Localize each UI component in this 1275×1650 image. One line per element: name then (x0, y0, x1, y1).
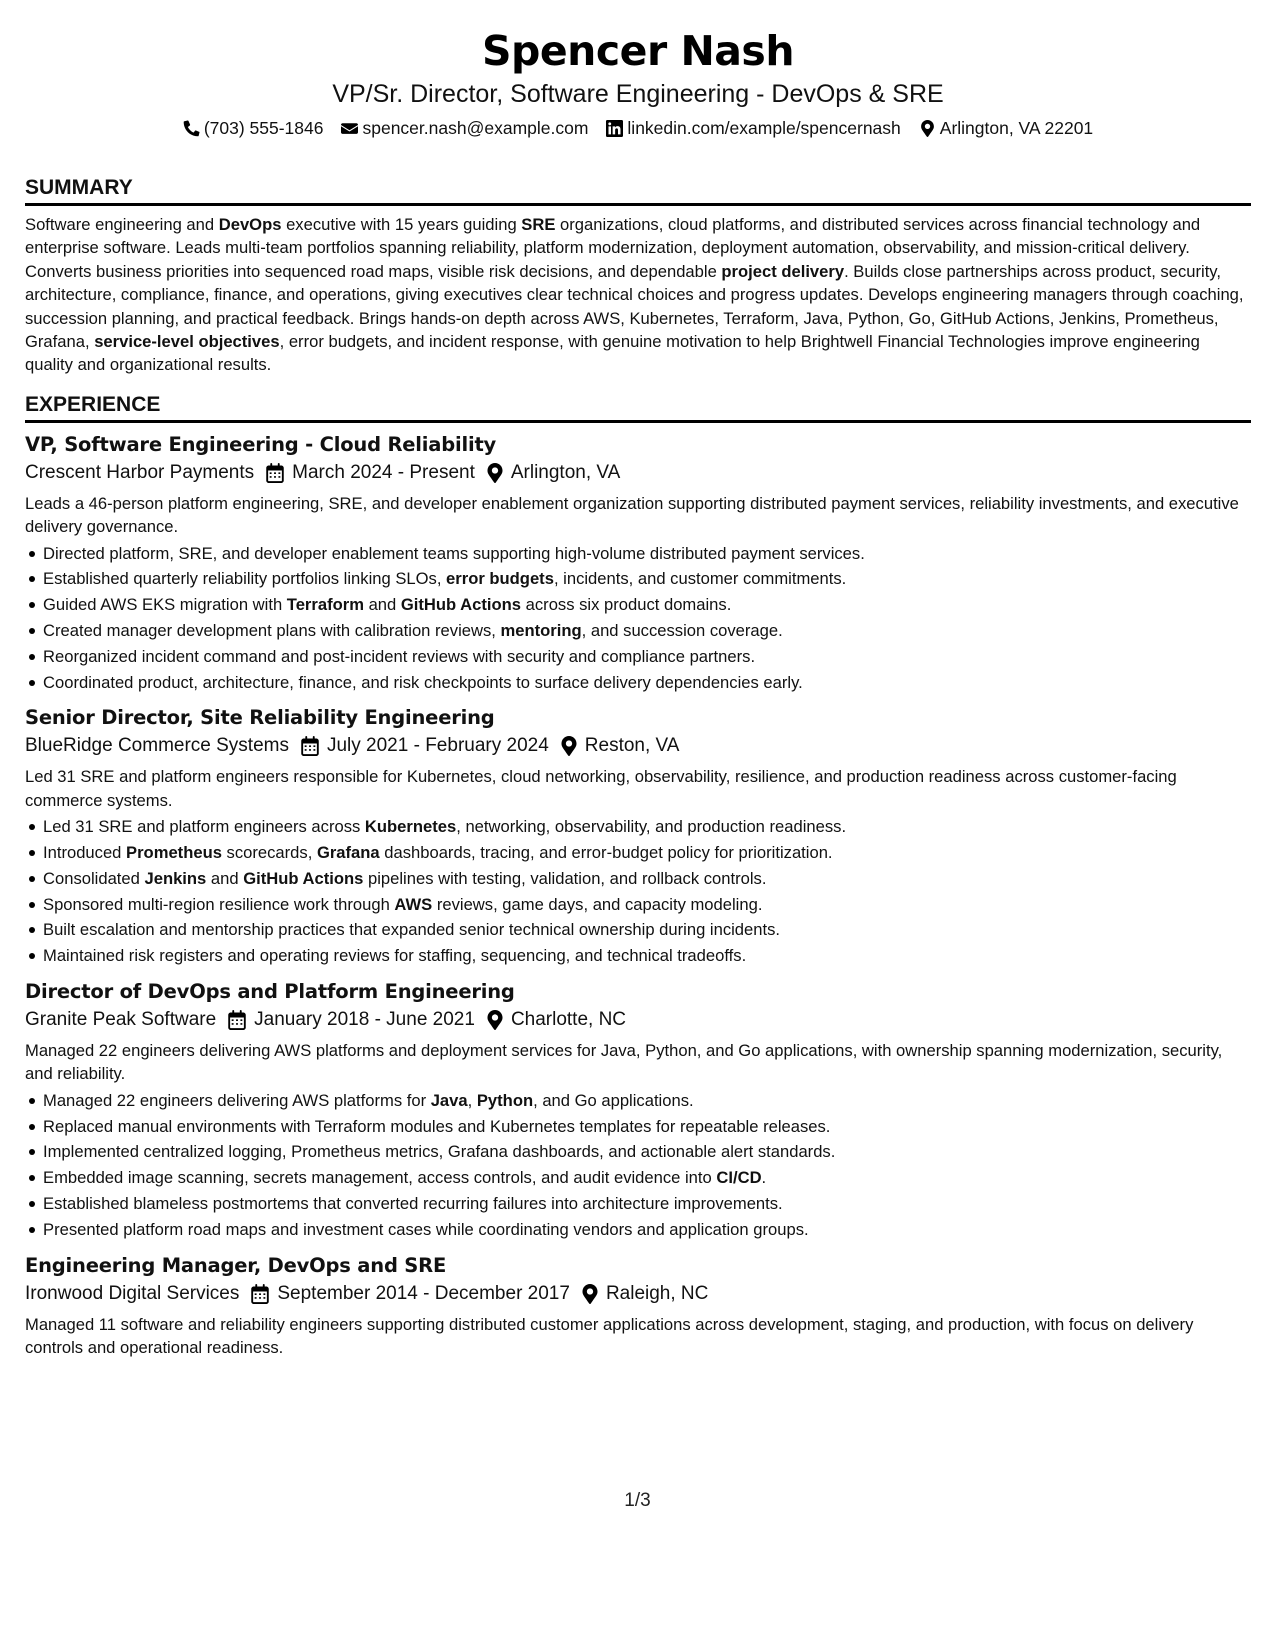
job-location: Reston, VA (584, 735, 680, 757)
text-run: , (467, 1090, 477, 1110)
text-run: Created manager development plans with calibration reviews, (43, 621, 501, 641)
contact-location-text: Arlington, VA 22201 (939, 118, 1094, 138)
job-location: Arlington, VA (510, 461, 621, 483)
contact-location (919, 117, 1093, 139)
job-bullet (43, 917, 1251, 943)
summary-text (25, 213, 1251, 377)
job-dates: January 2018 - June 2021 (254, 1009, 475, 1031)
job-bullet (43, 866, 1251, 892)
job-dates: September 2014 - December 2017 (277, 1282, 570, 1304)
candidate-headline: VP/Sr. Director, Software Engineering - DevOps & SRE (332, 80, 944, 108)
text-run: Reorganized incident command and post-incident reviews with security and compliance partners. (43, 646, 756, 666)
contact-bar (25, 117, 1251, 139)
text-run: organizations, cloud platforms, and distributed services across financial technology and enterprise software. Leads multi-team portfolios spanning reliability, platform modernization, deployment automation, observability, and mission-critical delivery. Converts business priorities into sequenced road maps, visible risk decisions, and dependable (25, 215, 1201, 281)
job-description: Leads a 46-person platform engineering, SRE, and developer enablement organization supporting distributed payment services, reliability investments, and executive delivery governance. (25, 493, 1239, 537)
bold-text: error budgets (446, 569, 554, 589)
bold-text: DevOps (218, 215, 282, 234)
job-bullet (43, 670, 1251, 696)
text-run: , and succession coverage. (581, 621, 783, 641)
job-entry (25, 432, 1251, 696)
job-entry (25, 979, 1251, 1243)
job-company: BlueRidge Commerce Systems (25, 735, 289, 757)
bold-text: Python (476, 1090, 534, 1110)
job-bullets (25, 541, 1251, 696)
text-run: scorecards, (221, 843, 317, 863)
text-run: Sponsored multi-region resilience work through (43, 894, 395, 914)
bold-text: GitHub Actions (243, 868, 364, 888)
job-bullet (43, 644, 1251, 670)
job-title: VP, Software Engineering - Cloud Reliability (25, 432, 497, 456)
page-number: 1/3 (624, 1490, 651, 1511)
text-run: , error budgets, and incident response, with genuine motivation to help Brightwell Financial Technologies improve engineering quality and organizational results. (25, 332, 1200, 375)
phone-icon (183, 120, 200, 137)
text-run: and (363, 595, 401, 615)
experience-heading: EXPERIENCE (25, 392, 1251, 423)
text-run: Implemented centralized logging, Prometheus metrics, Grafana dashboards, and actionable alert standards. (43, 1142, 836, 1162)
job-bullet (43, 892, 1251, 918)
calendar-icon (228, 1010, 246, 1030)
job-bullet (43, 592, 1251, 618)
text-run: Replaced manual environments with Terraform modules and Kubernetes templates for repeatable releases. (43, 1116, 831, 1136)
map-pin-icon (487, 463, 503, 483)
text-run: . (761, 1168, 767, 1188)
text-run: , incidents, and customer commitments. (553, 569, 847, 589)
text-run: Consolidated (43, 868, 145, 888)
job-location: Raleigh, NC (605, 1282, 709, 1304)
text-run: Guided AWS EKS migration with (43, 595, 287, 615)
summary-heading: SUMMARY (25, 175, 1251, 206)
text-run: dashboards, tracing, and error-budget policy for prioritization. (379, 843, 833, 863)
job-location: Charlotte, NC (510, 1009, 627, 1031)
job-bullet (43, 1139, 1251, 1165)
text-run: pipelines with testing, validation, and rollback controls. (363, 868, 767, 888)
bold-text: Java (430, 1090, 468, 1110)
bold-text: Grafana (316, 843, 380, 863)
experience-section (25, 392, 1251, 1360)
text-run: Software engineering and (25, 215, 219, 234)
linkedin-icon (606, 120, 623, 137)
job-bullet (43, 840, 1251, 866)
contact-email[interactable] (341, 117, 588, 139)
resume-header (25, 26, 1251, 139)
text-run: Presented platform road maps and investment cases while coordinating vendors and application groups. (43, 1219, 809, 1239)
map-pin-icon (561, 736, 577, 756)
text-run: Established blameless postmortems that converted recurring failures into architecture improvements. (43, 1194, 783, 1214)
job-entry (25, 705, 1251, 969)
text-run: Maintained risk registers and operating reviews for staffing, sequencing, and technical tradeoffs. (43, 946, 747, 966)
job-company: Crescent Harbor Payments (25, 461, 255, 483)
job-company: Granite Peak Software (25, 1009, 217, 1031)
bold-text: Prometheus (126, 843, 222, 863)
map-pin-icon (919, 120, 936, 137)
job-title: Senior Director, Site Reliability Engineering (25, 706, 495, 730)
job-company: Ironwood Digital Services (25, 1282, 240, 1304)
envelope-icon (341, 120, 358, 137)
bold-text: Jenkins (144, 868, 207, 888)
text-run: , and Go applications. (533, 1090, 694, 1110)
text-run: Embedded image scanning, secrets management, access controls, and audit evidence into (43, 1168, 717, 1188)
job-bullet (43, 566, 1251, 592)
text-run: Coordinated product, architecture, finance, and risk checkpoints to surface delivery dependencies early. (43, 672, 803, 692)
bold-text: GitHub Actions (400, 595, 522, 615)
text-run: . Builds close partnerships across product, security, architecture, compliance, finance, and operations, giving executives clear technical choices and progress updates. Develops engineering managers through coaching, succession planning, and practical feedback. Brings hands-on depth across AWS, Kubernetes, Terraform, Java, Python, Go, GitHub Actions, Jenkins, Prometheus, Grafana, (25, 261, 1244, 352)
contact-linkedin[interactable] (606, 117, 900, 139)
text-run: reviews, game days, and capacity modeling. (432, 894, 763, 914)
job-meta (25, 1007, 1251, 1033)
contact-phone-text: (703) 555-1846 (203, 118, 324, 138)
text-run: Led 31 SRE and platform engineers across (43, 817, 365, 837)
calendar-icon (266, 463, 284, 483)
bold-text: project delivery (721, 261, 845, 281)
contact-email-text: spencer.nash@example.com (362, 118, 589, 138)
calendar-icon (251, 1284, 269, 1304)
candidate-name: Spencer Nash (481, 27, 795, 75)
job-title: Director of DevOps and Platform Engineering (25, 980, 515, 1004)
job-bullets (25, 814, 1251, 969)
bold-text: Terraform (286, 595, 364, 615)
job-bullet (43, 1114, 1251, 1140)
calendar-icon (301, 736, 319, 756)
job-description: Led 31 SRE and platform engineers responsible for Kubernetes, cloud networking, observability, resilience, and production readiness across customer-facing commerce systems. (25, 767, 1177, 810)
job-bullet (43, 1191, 1251, 1217)
job-meta (25, 460, 1251, 486)
job-bullets (25, 1088, 1251, 1243)
contact-phone[interactable] (183, 117, 324, 139)
map-pin-icon (487, 1010, 503, 1030)
job-title: Engineering Manager, DevOps and SRE (25, 1253, 447, 1277)
text-run: Introduced (43, 843, 127, 863)
text-run: Established quarterly reliability portfolios linking SLOs, (43, 569, 447, 589)
bold-text: SRE (521, 215, 556, 234)
job-bullet (43, 541, 1251, 567)
map-pin-icon (582, 1284, 598, 1304)
job-entry (25, 1253, 1251, 1360)
job-bullet (43, 943, 1251, 969)
job-dates: July 2021 - February 2024 (326, 735, 549, 757)
job-meta (25, 733, 1251, 759)
bold-text: service-level objectives (94, 332, 280, 352)
bold-text: CI/CD (716, 1168, 762, 1188)
job-meta (25, 1281, 1251, 1307)
contact-linkedin-text: linkedin.com/example/spencernash (627, 118, 901, 138)
bold-text: AWS (394, 894, 433, 914)
text-run: and (206, 868, 244, 888)
job-description: Managed 11 software and reliability engineers supporting distributed customer applications across development, staging, and production, with focus on delivery controls and operational readiness. (25, 1314, 1194, 1358)
bold-text: Kubernetes (364, 817, 457, 837)
job-bullet (43, 1088, 1251, 1114)
job-bullet (43, 1165, 1251, 1191)
text-run: Managed 22 engineers delivering AWS platforms for (43, 1090, 431, 1110)
text-run: Directed platform, SRE, and developer enablement teams supporting high-volume distributed payment services. (43, 543, 865, 563)
job-bullet (43, 814, 1251, 840)
text-run: across six product domains. (521, 595, 732, 615)
summary-section (25, 175, 1251, 377)
job-bullet (43, 1217, 1251, 1243)
job-list (25, 432, 1251, 1360)
job-description: Managed 22 engineers delivering AWS platforms and deployment services for Java, Python, and Go applications, with ownership spanning modernization, security, and reliability. (25, 1041, 1223, 1084)
job-dates: March 2024 - Present (292, 461, 475, 483)
job-bullet (43, 618, 1251, 644)
bold-text: mentoring (500, 621, 582, 641)
text-run: , networking, observability, and production readiness. (456, 817, 847, 837)
text-run: Built escalation and mentorship practices that expanded senior technical ownership during incidents. (43, 920, 781, 940)
text-run: executive with 15 years guiding (281, 215, 522, 234)
